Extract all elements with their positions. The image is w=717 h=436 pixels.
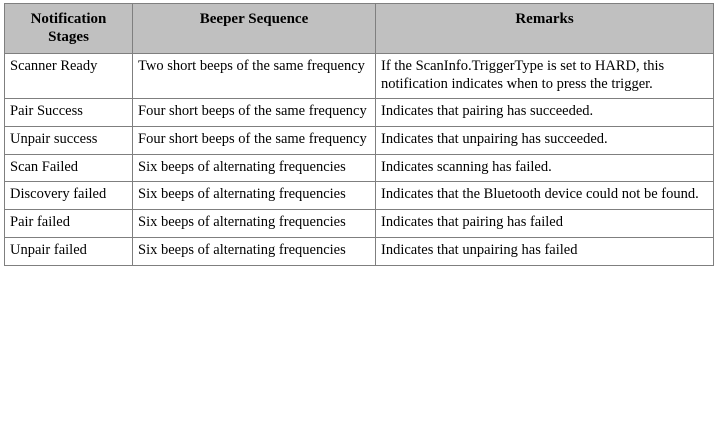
cell-stage: Pair Success	[5, 99, 133, 127]
cell-stage: Unpair success	[5, 127, 133, 155]
table-row	[5, 210, 714, 238]
table-row	[5, 154, 714, 182]
cell-sequence: Four short beeps of the same frequency	[133, 99, 376, 127]
table-body	[5, 54, 714, 266]
cell-remarks: Indicates scanning has failed.	[376, 154, 714, 182]
cell-sequence: Four short beeps of the same frequency	[133, 127, 376, 155]
table-row	[5, 99, 714, 127]
column-header-remarks: Remarks	[376, 4, 714, 54]
table-header	[5, 4, 714, 54]
cell-sequence: Six beeps of alternating frequencies	[133, 182, 376, 210]
cell-remarks: Indicates that pairing has failed	[376, 210, 714, 238]
table-row	[5, 237, 714, 265]
cell-stage: Scan Failed	[5, 154, 133, 182]
cell-remarks: Indicates that unpairing has failed	[376, 237, 714, 265]
table-row	[5, 127, 714, 155]
notification-stages-table	[4, 3, 714, 266]
cell-remarks: If the ScanInfo.TriggerType is set to HARD, this notification indicates when to press the trigger.	[376, 54, 714, 99]
column-header-beeper-sequence: Beeper Sequence	[133, 4, 376, 54]
cell-stage: Unpair failed	[5, 237, 133, 265]
column-header-notification-stages: Notification Stages	[5, 4, 133, 54]
cell-sequence: Six beeps of alternating frequencies	[133, 237, 376, 265]
table-row	[5, 182, 714, 210]
cell-sequence: Two short beeps of the same frequency	[133, 54, 376, 99]
cell-stage: Scanner Ready	[5, 54, 133, 99]
cell-stage: Pair failed	[5, 210, 133, 238]
cell-sequence: Six beeps of alternating frequencies	[133, 210, 376, 238]
cell-remarks: Indicates that the Bluetooth device could not be found.	[376, 182, 714, 210]
cell-remarks: Indicates that pairing has succeeded.	[376, 99, 714, 127]
cell-sequence: Six beeps of alternating frequencies	[133, 154, 376, 182]
table-row	[5, 54, 714, 99]
table-header-row	[5, 4, 714, 54]
cell-remarks: Indicates that unpairing has succeeded.	[376, 127, 714, 155]
cell-stage: Discovery failed	[5, 182, 133, 210]
